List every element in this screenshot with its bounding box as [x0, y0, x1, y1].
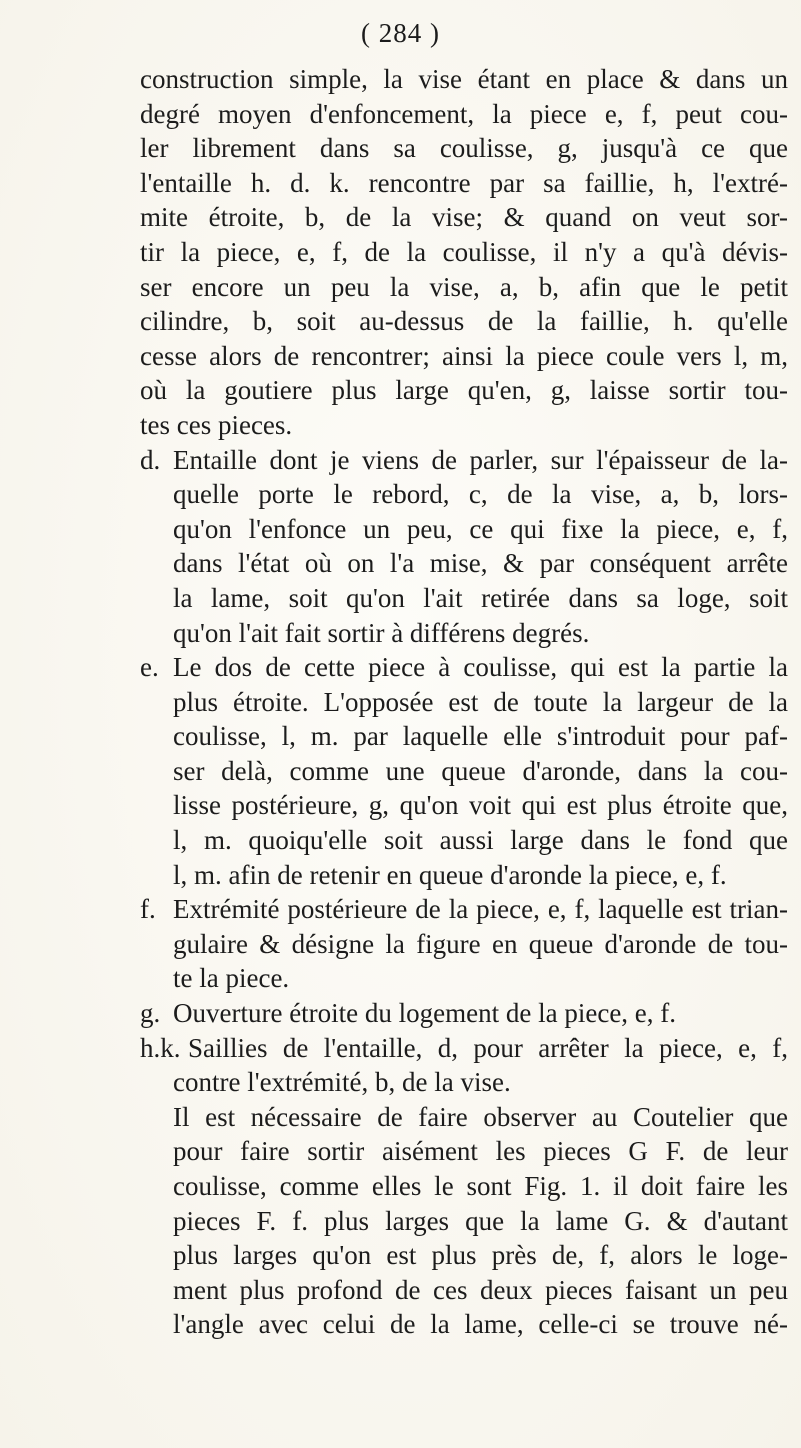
text-line [0, 97, 788, 132]
line-text: Le dos de cette piece à coulisse, qui est la partie la [173, 652, 788, 683]
text-line [0, 1134, 788, 1169]
line-text: ment plus profond de ces deux pieces faisant un peu [173, 1274, 788, 1305]
line-text: Entaille dont je viens de parler, sur l'épaisseur de la- [173, 444, 788, 475]
text-line [0, 270, 788, 305]
text-line [0, 650, 788, 685]
text-line [0, 961, 788, 996]
text-line [0, 373, 788, 408]
line-text: pour faire sortir aisément les pieces G F. de leur [173, 1136, 788, 1167]
text-line [0, 62, 788, 97]
line-text: tir la piece, e, f, de la coulisse, il n'y a qu'à dévis- [140, 236, 788, 267]
line-text: contre l'extrémité, b, de la vise. [173, 1067, 511, 1098]
line-text: Ouverture étroite du logement de la piece, e, f. [173, 998, 677, 1029]
line-text: coulisse, comme elles le sont Fig. 1. il doit faire les [173, 1171, 788, 1201]
line-text: qu'on l'enfonce un peu, ce qui fixe la piece, e, f, [173, 513, 788, 544]
text-line [0, 304, 788, 339]
line-text: gulaire & désigne la figure en queue d'aronde de tou- [173, 928, 788, 959]
text-line [0, 788, 788, 823]
page-number: ( 284 ) [361, 18, 440, 48]
line-text: coulisse, l, m. par laquelle elle s'introduit pour paf- [173, 721, 788, 752]
line-text: plus étroite. L'opposée est de toute la largeur de la [173, 686, 788, 717]
line-text: ler librement dans sa coulisse, g, jusqu'à ce que [140, 133, 788, 164]
text-line [0, 1204, 788, 1239]
text-line [0, 1238, 788, 1273]
line-text: Saillies de l'entaille, d, pour arrêter la piece, e, f, [188, 1032, 788, 1063]
line-text: cesse alors de rencontrer; ainsi la piece coule vers l, m, [140, 340, 788, 371]
item-label: g. [140, 998, 161, 1029]
text-line [0, 996, 788, 1031]
text-line [0, 546, 788, 581]
line-text: te la piece. [173, 963, 290, 994]
line-text: Extrémité postérieure de la piece, e, f, laquelle est trian- [173, 894, 788, 925]
text-line [0, 858, 788, 893]
item-label: h.k. [140, 1032, 181, 1063]
text-line [0, 166, 788, 201]
text-line [0, 131, 788, 166]
line-text: lisse postérieure, g, qu'on voit qui est plus étroite que, [173, 790, 788, 821]
item-label: e. [140, 652, 159, 683]
text-line [0, 1169, 788, 1204]
line-text: pieces F. f. plus larges que la lame G. & d'autant [173, 1205, 788, 1236]
text-line [0, 443, 788, 478]
line-text: tes ces pieces. [140, 409, 293, 440]
text-line [0, 1031, 788, 1066]
text-line [0, 927, 788, 962]
line-text: dans l'état où on l'a mise, & par conséquent arrête [173, 548, 788, 579]
text-line [0, 1307, 788, 1342]
text-line [0, 719, 788, 754]
line-text: plus larges qu'on est plus près de, f, alors le loge- [173, 1240, 788, 1271]
text-line [0, 235, 788, 270]
text-line [0, 339, 788, 374]
line-text: l, m. quoiqu'elle soit aussi large dans le fond que [173, 825, 788, 856]
line-text: ser delà, comme une queue d'aronde, dans la cou- [173, 755, 788, 786]
line-text: l'entaille h. d. k. rencontre par sa faillie, h, l'extré- [140, 167, 788, 198]
body-text [0, 62, 801, 1342]
line-text: degré moyen d'enfoncement, la piece e, f, peut cou- [140, 98, 788, 129]
line-text: la lame, soit qu'on l'ait retirée dans sa loge, soit [173, 582, 788, 613]
line-text: qu'on l'ait fait sortir à différens degrés. [173, 617, 590, 648]
text-line [0, 1100, 788, 1135]
line-text: quelle porte le rebord, c, de la vise, a, b, lors- [173, 479, 788, 510]
line-text: mite étroite, b, de la vise; & quand on veut sor- [140, 202, 788, 233]
text-line [0, 685, 788, 720]
text-line [0, 823, 788, 858]
line-text: cilindre, b, soit au-dessus de la faillie, h. qu'elle [140, 306, 788, 337]
line-text: Il est nécessaire de faire observer au Coutelier que [173, 1101, 788, 1132]
text-line [0, 1065, 788, 1100]
line-text: construction simple, la vise étant en place & dans un [140, 64, 788, 94]
item-label: f. [140, 894, 156, 925]
text-line [0, 477, 788, 512]
line-text: l, m. afin de retenir en queue d'aronde la piece, e, f. [173, 859, 727, 890]
item-label: d. [140, 444, 161, 475]
line-text: l'angle avec celui de la lame, celle-ci se trouve né- [173, 1309, 788, 1340]
text-line [0, 581, 788, 616]
line-text: ser encore un peu la vise, a, b, afin que le petit [140, 271, 788, 302]
text-line [0, 200, 788, 235]
text-line [0, 754, 788, 789]
text-line [0, 408, 788, 443]
text-line [0, 892, 788, 927]
text-line [0, 616, 788, 651]
line-text: où la goutiere plus large qu'en, g, laisse sortir tou- [140, 375, 788, 406]
text-line [0, 512, 788, 547]
text-line [0, 1273, 788, 1308]
